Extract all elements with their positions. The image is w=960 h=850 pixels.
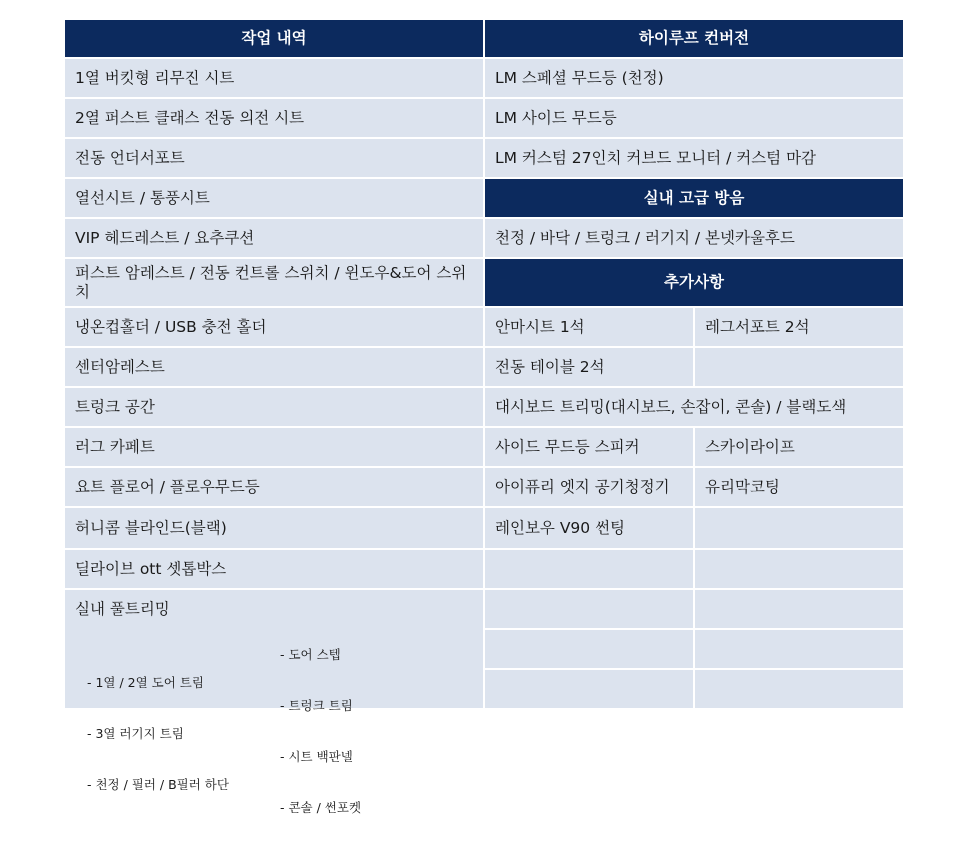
high-roof-header: 하이루프 컨버전 [485, 20, 903, 57]
work-item: VIP 헤드레스트 / 요추쿠션 [65, 219, 483, 257]
work-item: 1열 버킷형 리무진 시트 [65, 59, 483, 97]
extras-cell: 레인보우 V90 썬팅 [485, 508, 693, 548]
high-roof-item: LM 스페셜 무드등 (천정) [485, 59, 903, 97]
work-item: 요트 플로어 / 플로우무드등 [65, 468, 483, 506]
extras-cell [485, 590, 693, 628]
extras-cell: 레그서포트 2석 [695, 308, 903, 346]
extras-row [485, 428, 903, 466]
work-item: 허니콤 블라인드(블랙) [65, 508, 483, 548]
extras-row [485, 308, 903, 346]
work-item: 냉온컵홀더 / USB 충전 홀더 [65, 308, 483, 346]
trim-notes-right [280, 612, 361, 850]
work-item: 2열 퍼스트 클래스 전동 의전 시트 [65, 99, 483, 137]
extras-cell: 전동 테이블 2석 [485, 348, 693, 386]
extras-cell [695, 550, 903, 588]
extras-cell: 스카이라이프 [695, 428, 903, 466]
soundproof-header: 실내 고급 방음 [485, 179, 903, 217]
trim-note: - 콘솔 / 썬포켓 [280, 800, 362, 815]
high-roof-item: LM 사이드 무드등 [485, 99, 903, 137]
extras-header: 추가사항 [485, 259, 903, 306]
extras-cell [485, 630, 693, 668]
work-item: 러그 카페트 [65, 428, 483, 466]
trim-note: - 3열 러기지 트림 [87, 726, 184, 741]
extras-cell [695, 590, 903, 628]
work-table [65, 20, 903, 815]
extras-cell [695, 348, 903, 386]
extras-row-wide: 대시보드 트리밍(대시보드, 손잡이, 콘솔) / 블랙도색 [485, 388, 903, 426]
extras-cell: 아이퓨리 엣지 공기청정기 [485, 468, 693, 506]
work-item: 퍼스트 암레스트 / 전동 컨트롤 스위치 / 윈도우&도어 스위치 [65, 259, 483, 306]
trim-note: - 시트 백판넬 [280, 749, 353, 764]
extras-cell [485, 550, 693, 588]
work-item: 열선시트 / 통풍시트 [65, 179, 483, 217]
trim-note: - 1열 / 2열 도어 트림 [87, 675, 204, 690]
extras-cell [485, 670, 693, 708]
extras-row [485, 508, 903, 548]
extras-cell: 안마시트 1석 [485, 308, 693, 346]
trim-note: - 도어 스텝 [280, 647, 341, 662]
high-roof-item: LM 커스텀 27인치 커브드 모니터 / 커스텀 마감 [485, 139, 903, 177]
work-item: 딜라이브 ott 셋톱박스 [65, 550, 483, 588]
work-item: 실내 풀트리밍 [75, 600, 170, 618]
extras-cell [695, 670, 903, 708]
extras-row [485, 468, 903, 506]
extras-row [485, 670, 903, 708]
extras-row [485, 630, 903, 668]
work-item: 트렁크 공간 [65, 388, 483, 426]
extras-cell: 사이드 무드등 스피커 [485, 428, 693, 466]
work-list-header: 작업 내역 [65, 20, 483, 57]
extras-row [485, 550, 903, 588]
extras-cell [695, 508, 903, 548]
extras-cell [695, 630, 903, 668]
trim-note: - 트렁크 트림 [280, 698, 353, 713]
trim-note: - 천정 / 필러 / B필러 하단 [87, 777, 229, 792]
trim-notes-left [87, 640, 229, 827]
soundproof-item: 천정 / 바닥 / 트렁크 / 러기지 / 본넷카울후드 [485, 219, 903, 257]
extras-cell: 유리막코팅 [695, 468, 903, 506]
extras-row [485, 348, 903, 386]
extras-row [485, 590, 903, 628]
work-item: 센터암레스트 [65, 348, 483, 386]
work-item: 전동 언더서포트 [65, 139, 483, 177]
